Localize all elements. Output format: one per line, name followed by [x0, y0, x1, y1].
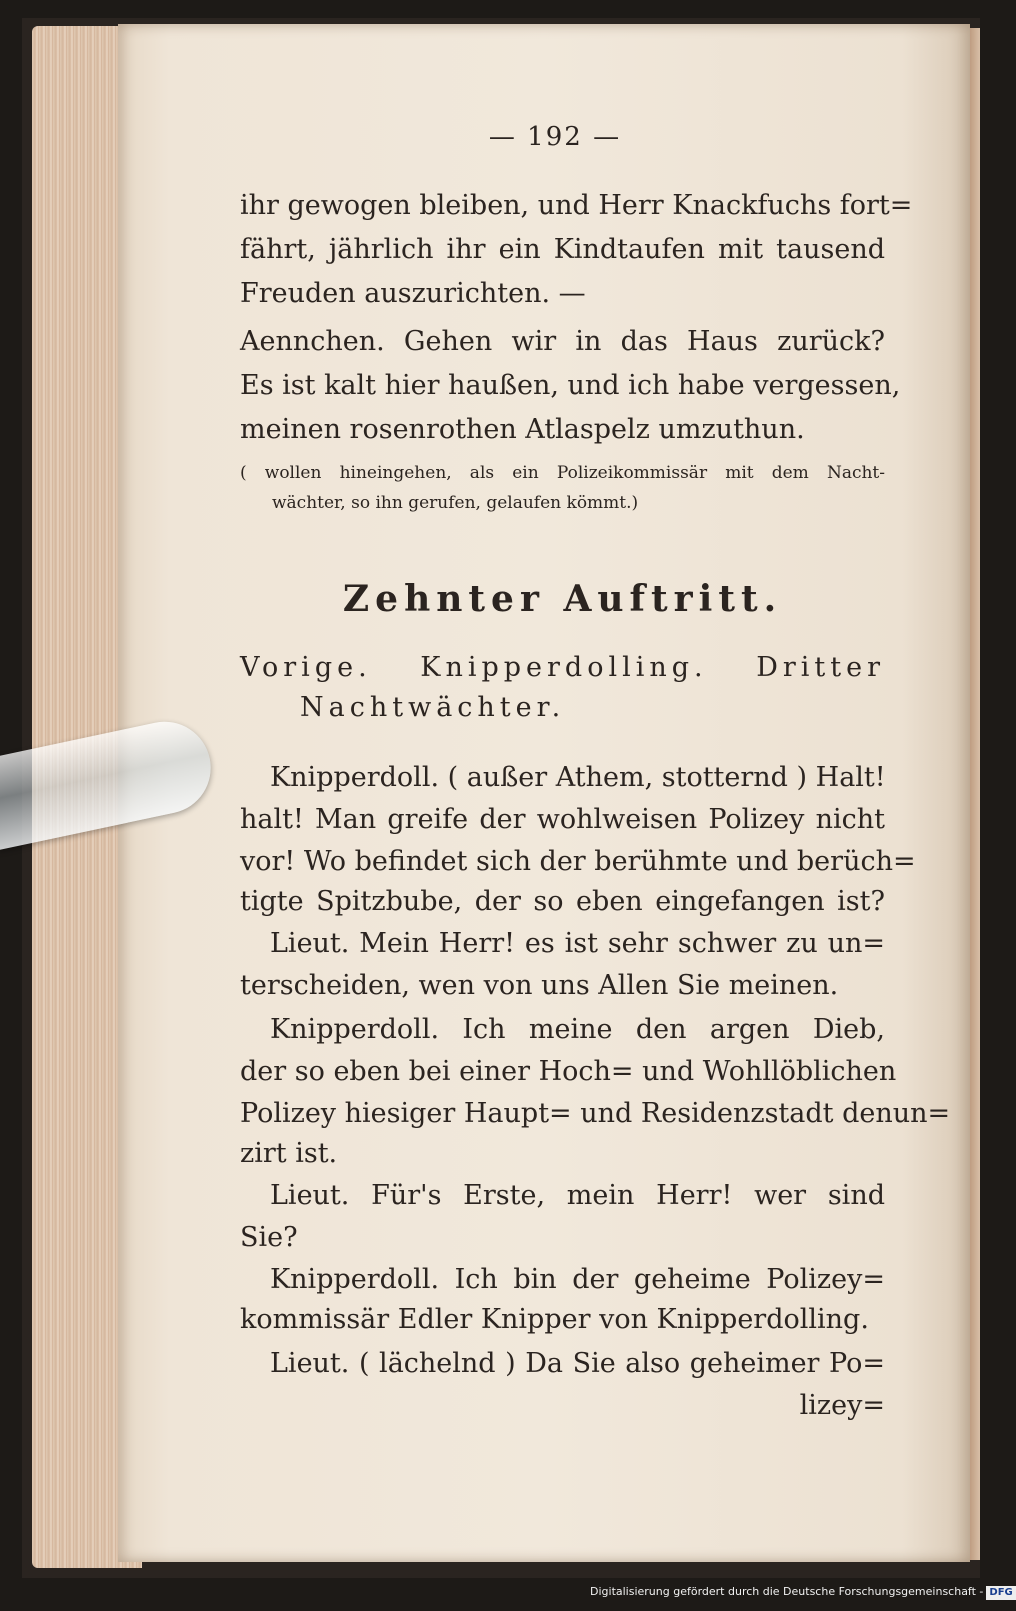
dfg-logo: DFG	[986, 1586, 1015, 1600]
stage-direction: ( wollen hineingehen, als ein Polizeikommissär mit dem Nacht-	[240, 463, 885, 483]
text-line: tigte Spitzbube, der so eben eingefangen ist?	[240, 886, 885, 917]
text-line: der so eben bei einer Hoch= und Wohllöblichen	[240, 1056, 897, 1087]
text-line: zirt ist.	[240, 1138, 338, 1169]
text-line: Freuden auszurichten. —	[240, 278, 586, 309]
text-line: kommissär Edler Knipper von Knipperdolling.	[240, 1304, 869, 1335]
text-line: Vorige. Knipperdolling. Dritter	[240, 652, 885, 683]
text-line: Knipperdoll. Ich meine den argen Dieb,	[270, 1014, 885, 1045]
text-line: halt! Man greife der wohlweisen Polizey nicht	[240, 804, 885, 835]
text-line: Sie?	[240, 1222, 298, 1253]
text-line: vor! Wo befindet sich der berühmte und berüch=	[240, 846, 916, 877]
text-line: Lieut. Für's Erste, mein Herr! wer sind	[270, 1180, 885, 1211]
text-line: Aennchen. Gehen wir in das Haus zurück?	[240, 326, 885, 357]
digitization-credit	[590, 1585, 1013, 1605]
catchword: lizey=	[799, 1390, 885, 1421]
text-line: Knipperdoll. ( außer Athem, stotternd ) Halt!	[270, 762, 886, 793]
page-number: — 192 —	[488, 122, 622, 152]
text-line: Es ist kalt hier haußen, und ich habe vergessen,	[240, 370, 901, 401]
credit-text: Digitalisierung gefördert durch die Deutsche Forschungsgemeinschaft -	[590, 1585, 984, 1598]
text-line: Nachtwächter.	[300, 692, 566, 723]
text-line: Polizey hiesiger Haupt= und Residenzstadt denun=	[240, 1098, 951, 1129]
text-line: Knipperdoll. Ich bin der geheime Polizey=	[270, 1264, 885, 1295]
text-line: ihr gewogen bleiben, und Herr Knackfuchs fort=	[240, 190, 913, 221]
text-line: meinen rosenrothen Atlaspelz umzuthun.	[240, 414, 805, 445]
text-line: Lieut. ( lächelnd ) Da Sie also geheimer Po=	[270, 1348, 885, 1379]
scene-heading: Zehnter Auftritt.	[342, 578, 783, 620]
text-line: Lieut. Mein Herr! es ist sehr schwer zu un=	[270, 928, 885, 959]
text-line: terscheiden, wen von uns Allen Sie meinen.	[240, 970, 839, 1001]
stage-direction: wächter, so ihn gerufen, gelaufen kömmt.)	[272, 493, 639, 513]
text-line: fährt, jährlich ihr ein Kindtaufen mit tausend	[240, 234, 885, 265]
